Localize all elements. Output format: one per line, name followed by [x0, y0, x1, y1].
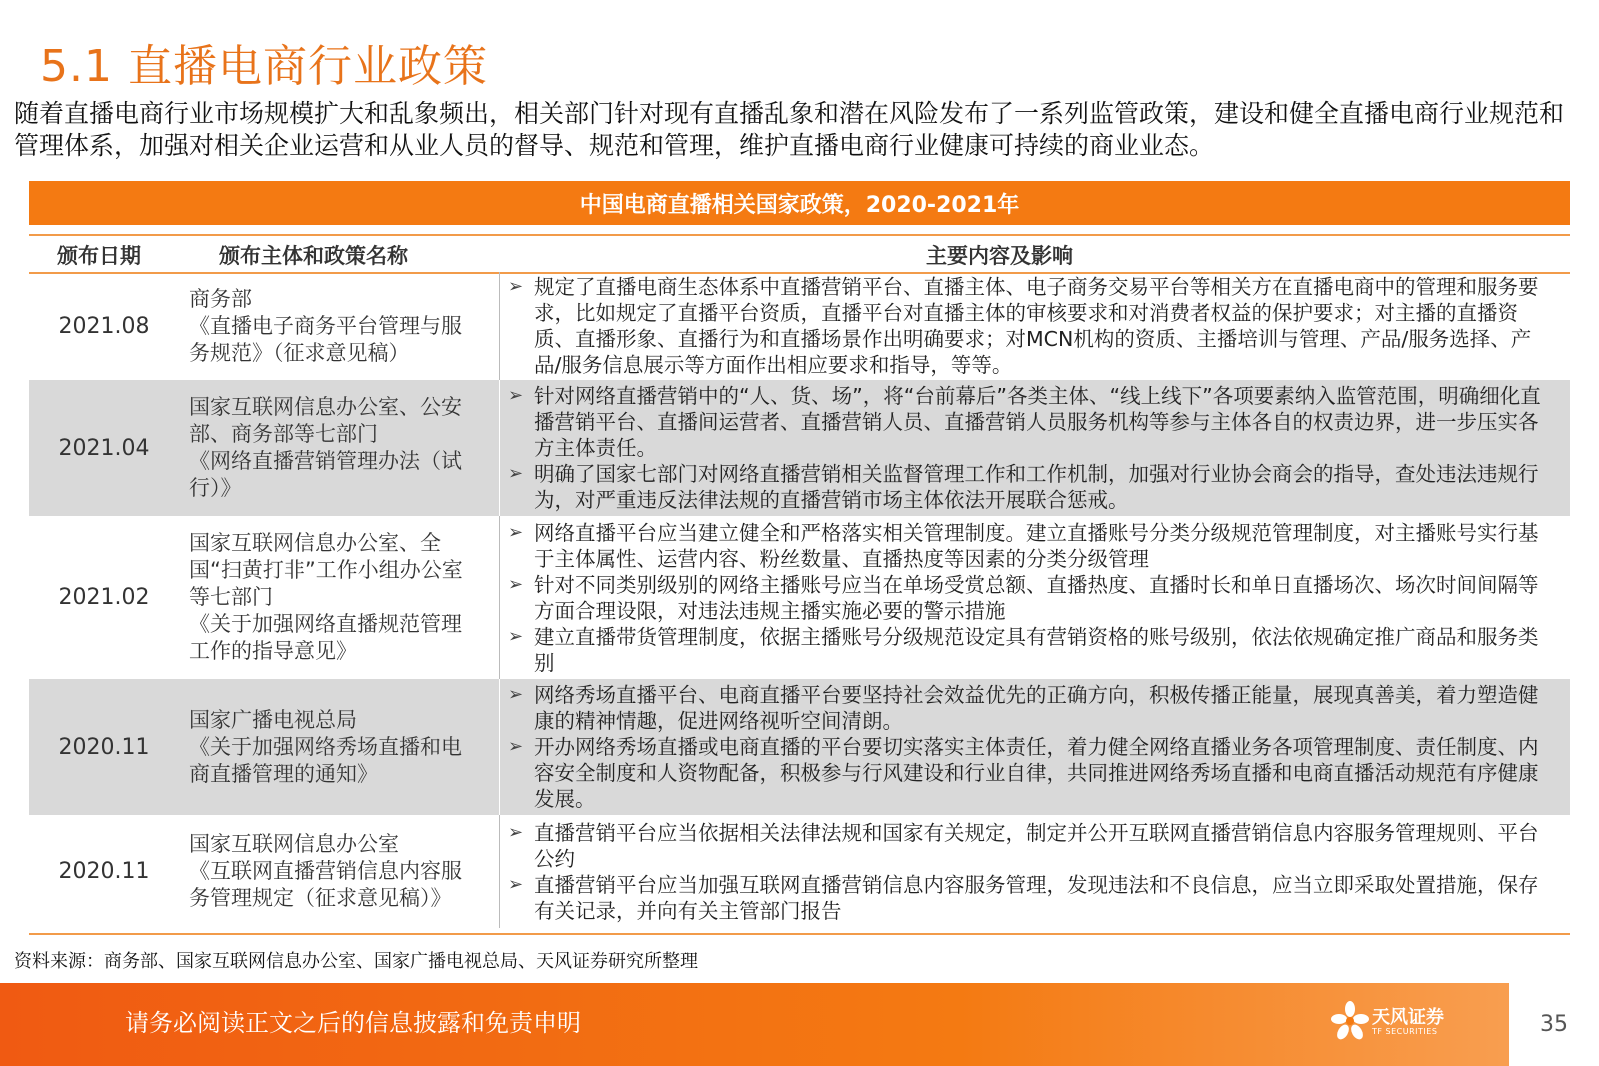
table-row: [29, 272, 1570, 380]
table-column-headers: [29, 234, 1570, 274]
row-content: [499, 679, 1560, 815]
arrow-bullet-icon: ➢: [508, 684, 524, 705]
content-bullet: ➢ 建立直播带货管理制度，依据主播账号分级规范设定具有营销资格的账号级别，依法依规确定推广商品和服务类别: [500, 624, 1560, 676]
content-bullet: ➢ 直播营销平台应当加强互联网直播营销信息内容服务管理，发现违法和不良信息，应当立即采取处置措施，保存有关记录，并向有关主管部门报告: [500, 872, 1560, 924]
content-bullet: ➢ 网络秀场直播平台、电商直播平台要坚持社会效益优先的正确方向，积极传播正能量，展现真善美，着力塑造健康的精神情趣，促进网络视听空间清朗。: [500, 682, 1560, 734]
row-issuer: 国家互联网信息办公室、全国“扫黄打非”工作小组办公室等七部门 《关于加强网络直播规范管理工作的指导意见》: [189, 531, 463, 663]
intro-paragraph: 随着直播电商行业市场规模扩大和乱象频出，相关部门针对现有直播乱象和潜在风险发布了一系列监管政策，建设和健全直播电商行业规范和管理体系，加强对相关企业运营和从业人员的督导、规范和管理，维护直播电商行业健康可持续的商业业态。: [14, 99, 1565, 160]
table-row: [29, 516, 1570, 679]
row-content: [499, 815, 1560, 928]
content-bullet: ➢ 直播营销平台应当依据相关法律法规和国家有关规定，制定并公开互联网直播营销信息内容服务管理规则、平台公约: [500, 820, 1560, 872]
table-row: [29, 679, 1570, 815]
policy-table-body: [29, 272, 1570, 928]
arrow-bullet-icon: ➢: [508, 276, 524, 297]
arrow-bullet-icon: ➢: [508, 736, 524, 757]
table-row: [29, 380, 1570, 516]
row-content: [499, 380, 1560, 516]
arrow-bullet-icon: ➢: [508, 573, 524, 595]
footer-bar: [0, 983, 1599, 1066]
logo-subtext: TF SECURITIES: [1372, 1027, 1438, 1036]
row-issuer: 国家互联网信息办公室 《互联网直播营销信息内容服务管理规定（征求意见稿）》: [189, 832, 462, 910]
content-bullet: ➢ 针对不同类别级别的网络主播账号应当在单场受赏总额、直播热度、直播时长和单日直播场次、场次时间间隔等方面合理设限，对违法违规主播实施必要的警示措施: [500, 572, 1560, 624]
row-date: 2021.02: [58, 585, 150, 610]
row-date: 2020.11: [58, 734, 150, 760]
arrow-bullet-icon: ➢: [508, 463, 524, 484]
company-logo: [1330, 997, 1460, 1047]
page-number: 35: [1509, 983, 1599, 1066]
content-bullet: ➢ 明确了国家七部门对网络直播营销相关监督管理工作和工作机制，加强对行业协会商会的指导，查处违法违规行为，对严重违反法律法规的直播营销市场主体依法开展联合惩戒。: [500, 461, 1560, 513]
row-issuer: 商务部 《直播电子商务平台管理与服务规范》（征求意见稿）: [189, 286, 462, 365]
row-date: 2020.11: [58, 859, 150, 884]
column-header-issuer: 颁布主体和政策名称: [219, 244, 408, 268]
row-date: 2021.04: [58, 435, 150, 461]
row-content: [499, 272, 1560, 380]
disclaimer-text: 请务必阅读正文之后的信息披露和免责申明: [125, 1009, 581, 1037]
row-date: 2021.08: [58, 313, 150, 339]
logo-text: 天风证券: [1372, 1007, 1444, 1028]
column-header-content: 主要内容及影响: [926, 244, 1073, 268]
column-header-date: 颁布日期: [57, 244, 141, 268]
row-content: [499, 516, 1560, 679]
table-row: [29, 815, 1570, 928]
page-title: 5.1 直播电商行业政策: [40, 41, 488, 92]
content-bullet: ➢ 网络直播平台应当建立健全和严格落实相关管理制度。建立直播账号分类分级规范管理制度，对主播账号实行基于主体属性、运营内容、粉丝数量、直播热度等因素的分类分级管理: [500, 520, 1560, 572]
arrow-bullet-icon: ➢: [508, 873, 524, 895]
content-bullet: ➢ 开办网络秀场直播或电商直播的平台要切实落实主体责任，着力健全网络直播业务各项管理制度、责任制度、内容安全制度和人资物配备，积极参与行风建设和行业自律，共同推进网络秀场直播和电商直播活动规范有序健康发展。: [500, 734, 1560, 812]
source-note: 资料来源：商务部、国家互联网信息办公室、国家广播电视总局、天风证券研究所整理: [14, 951, 698, 972]
table-bottom-rule: [29, 933, 1570, 935]
table-title: 中国电商直播相关国家政策，2020-2021年: [29, 181, 1570, 225]
arrow-bullet-icon: ➢: [508, 625, 524, 647]
arrow-bullet-icon: ➢: [508, 521, 524, 543]
arrow-bullet-icon: ➢: [508, 385, 524, 406]
row-issuer: 国家互联网信息办公室、公安部、商务部等七部门 《网络直播营销管理办法（试行）》: [189, 395, 462, 500]
content-bullet: ➢ 针对网络直播营销中的“人、货、场”，将“台前幕后”各类主体、“线上线下”各项要素纳入监管范围，明确细化直播营销平台、直播间运营者、直播营销人员、直播营销人员服务机构等参与主体各自的权责边界，进一步压实各方主体责任。: [500, 383, 1560, 461]
tianfeng-flower-logo-icon: [1330, 997, 1370, 1047]
content-bullet: ➢ 规定了直播电商生态体系中直播营销平台、直播主体、电子商务交易平台等相关方在直播电商中的管理和服务要求，比如规定了直播平台资质，直播平台对直播主体的审核要求和对消费者权益的保护要求；对主播的直播资质、直播形象、直播行为和直播场景作出明确要求；对MCN机构的资质、主播培训与管理、产品/服务选择、产品/服务信息展示等方面作出相应要求和指导，等等。: [500, 274, 1560, 378]
arrow-bullet-icon: ➢: [508, 821, 524, 843]
row-issuer: 国家广播电视总局 《关于加强网络秀场直播和电商直播管理的通知》: [189, 707, 462, 786]
